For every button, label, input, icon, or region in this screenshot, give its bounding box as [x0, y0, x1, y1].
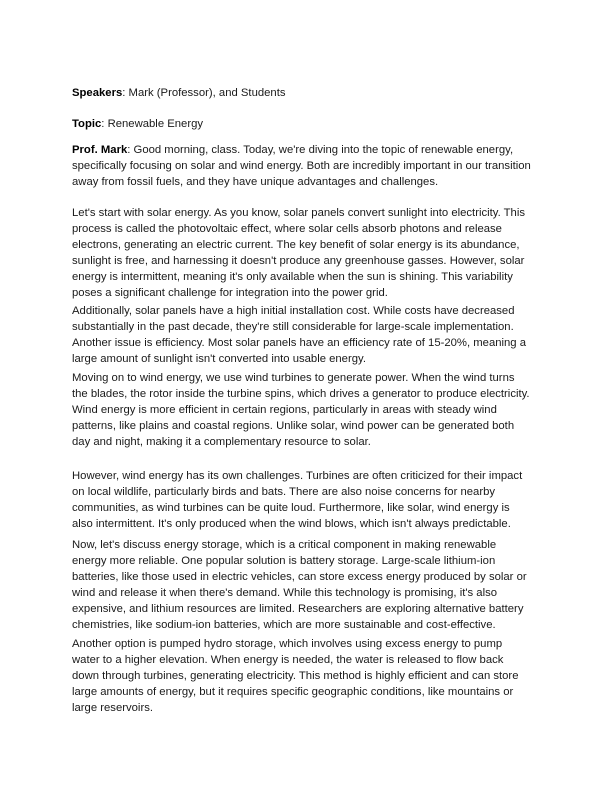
paragraph-text: : Good morning, class. Today, we're diving into the topic of renewable energy, specifically focusing on solar and wind energy. Both are incredibly important in our transition away from fossil fuels, and they have unique advantages and challenges.: [72, 144, 531, 189]
paragraph: Let's start with solar energy. As you know, solar panels convert sunlight into electricity. This process is called the photovoltaic effect, where solar cells absorb photons and release electrons, generating an electric current. The key benefit of solar energy is its abundance, sunlight is free, and harnessing it doesn't produce any greenhouse gasses. However, solar energy is intermittent, meaning it's only available when the sun is shining. This variability poses a significant challenge for integration into the power grid.: [72, 207, 525, 300]
paragraph: [72, 142, 532, 190]
topic-line: [72, 116, 542, 132]
speaker-label: Prof. Mark: [72, 144, 128, 156]
speakers-value: : Mark (Professor), and Students: [122, 87, 286, 99]
paragraph: Now, let's discuss energy storage, which is a critical component in making renewable energy more reliable. One popular solution is battery storage. Large-scale lithium-ion batteries, like those used in electric vehicles, can store excess energy produced by solar or wind and release it when there's demand. While this technology is promising, it's also expensive, and lithium resources are limited. Researchers are exploring alternative battery chemistries, like sodium-ion batteries, which are more sustainable and cost-effective.: [72, 539, 527, 632]
paragraph: Additionally, solar panels have a high initial installation cost. While costs have decreased substantially in the past decade, they're still considerable for large-scale implementation. Another issue is efficiency. Most solar panels have an efficiency rate of 15-20%, meaning a large amount of sunlight isn't converted into usable energy.: [72, 305, 527, 366]
topic-label: Topic: [72, 118, 102, 130]
paragraph: Another option is pumped hydro storage, which involves using excess energy to pump water to a higher elevation. When energy is needed, the water is released to flow back down through turbines, generating electricity. This method is highly efficient and can store large amounts of energy, but it requires specific geographic conditions, like mountains or large reservoirs.: [72, 638, 519, 715]
speakers-label: Speakers: [72, 87, 123, 99]
topic-value: : Renewable Energy: [101, 118, 204, 130]
paragraph: Moving on to wind energy, we use wind turbines to generate power. When the wind turns the blades, the rotor inside the turbine spins, which drives a generator to produce electricity. Wind energy is more efficient in certain regions, particularly in areas with steady wind patterns, like plains and coastal regions. Unlike solar, wind power can be generated both day and night, making it a complementary resource to solar.: [72, 372, 530, 449]
paragraph: However, wind energy has its own challenges. Turbines are often criticized for their impact on local wildlife, particularly birds and bats. There are also noise concerns for nearby communities, as wind turbines can be quite loud. Furthermore, like solar, wind energy is also intermittent. It's only produced when the wind blows, which isn't always predictable.: [72, 470, 523, 531]
speakers-line: [72, 85, 542, 101]
